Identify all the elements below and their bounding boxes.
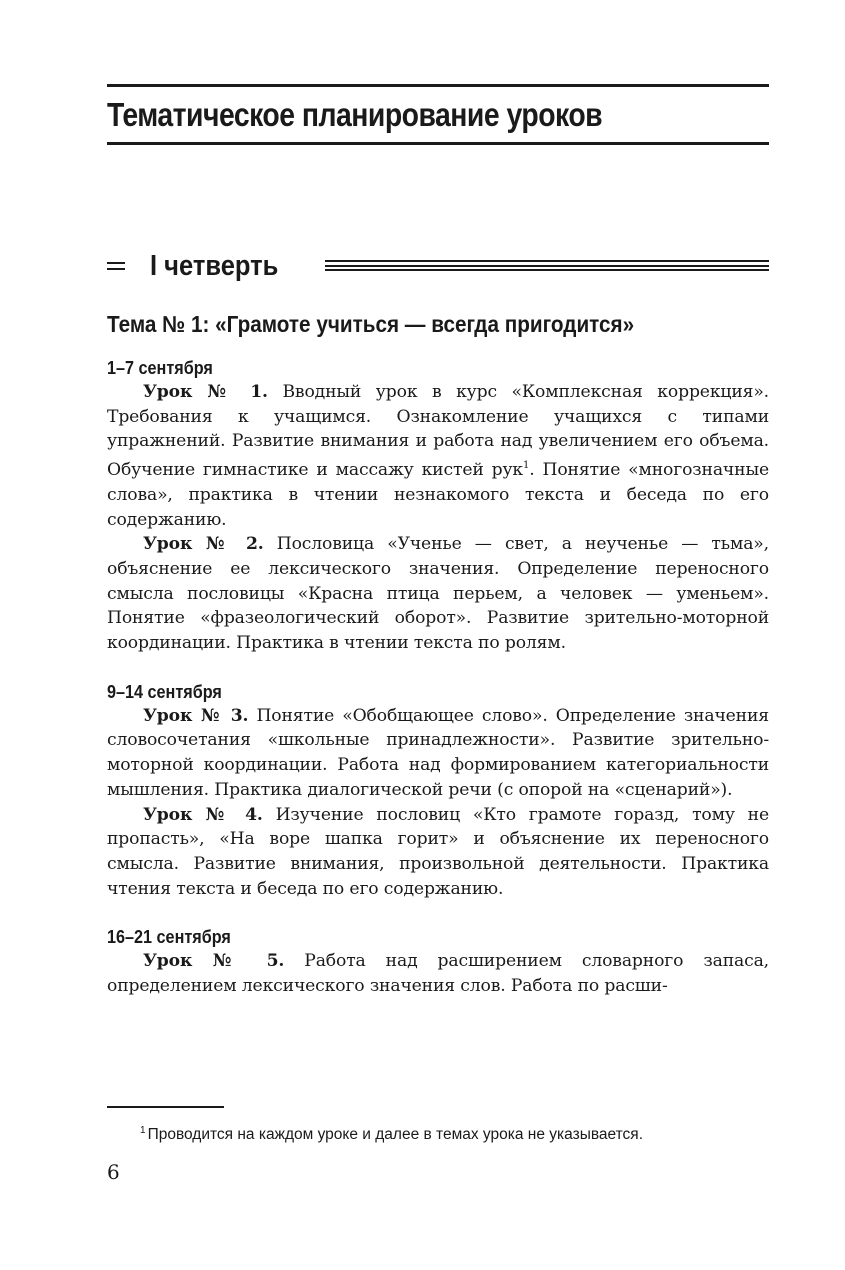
lesson-text: Пословица «Ученье — свет, а неученье — тьма», объяснение ее лексического значения. Определение переносного смысла пословицы «Красна птица перьем, а человек — уменьем». Понятие «фразеологический оборот». Развитие зрительно-моторной координации. Практика в чтении текста по ролям. [107, 534, 769, 654]
quarter-right-ornament [325, 260, 769, 271]
lesson-paragraph [107, 380, 769, 532]
footnote-reference[interactable]: 1 [523, 460, 530, 472]
lesson-text: Вводный урок в курс «Комплексная коррекция». Требования к учащимся. Ознакомление учащихся с типами упражнений. Развитие внимания и работа над увеличением его объема. Обучение гимнастике и массажу кистей рук [107, 382, 769, 481]
lesson-paragraph [107, 949, 769, 998]
week-date: 9–14 сентября [107, 681, 222, 702]
lesson-text: Понятие «Обобщающее слово». Определение значения словосочетания «школьные принадлежности». Развитие зрительно-моторной координации. Работа над формированием категориальности мышления. Практика диалогической речи (с опорой на «сценарий»). [107, 705, 769, 800]
lesson-paragraph [107, 803, 769, 902]
lesson-text: Работа над расширением словарного запаса, определением лексического значения слов. Работа по расши- [107, 951, 769, 997]
lesson-label: Урок № 4. [143, 804, 263, 825]
footnote-text: Проводится на каждом уроке и далее в темах урока не указывается. [147, 1126, 644, 1143]
footnote [140, 1120, 643, 1146]
week-section [107, 925, 769, 998]
quarter-heading [107, 246, 769, 286]
lesson-label: Урок № 1. [143, 382, 268, 402]
title-top-rule [107, 84, 769, 87]
footnote-separator [107, 1106, 224, 1108]
week-date: 16–21 сентября [107, 927, 231, 948]
lesson-text: Изучение пословиц «Кто грамоте горазд, тому не пропасть», «На воре шапка горит» и объяснение их переносного смысла. Развитие внимания, произвольной деятельности. Практика чтения текста и беседа по его содержанию. [107, 804, 769, 899]
lesson-label: Урок № 3. [143, 705, 249, 726]
lesson-paragraph [107, 704, 769, 803]
week-section [107, 680, 769, 902]
title-bottom-rule [107, 142, 769, 145]
week-date: 1–7 сентября [107, 358, 213, 378]
lesson-text-continued: . Понятие «многозначные слова», практика в чтении незнакомого текста и беседа по его содержанию. [107, 460, 770, 530]
lesson-label: Урок № 5. [143, 951, 285, 972]
week-section [107, 356, 769, 656]
lesson-label: Урок № 2. [143, 534, 264, 555]
topic-title: Тема № 1: «Грамоте учиться — всегда пригодится» [107, 311, 635, 337]
page-title: Тематическое планирование уроков [107, 96, 603, 133]
page-number: 6 [107, 1160, 120, 1184]
lesson-plan [107, 356, 769, 999]
footnote-mark: 1 [140, 1125, 146, 1136]
quarter-title: I четверть [150, 250, 279, 282]
lesson-paragraph [107, 532, 769, 656]
quarter-left-ornament [107, 262, 125, 270]
